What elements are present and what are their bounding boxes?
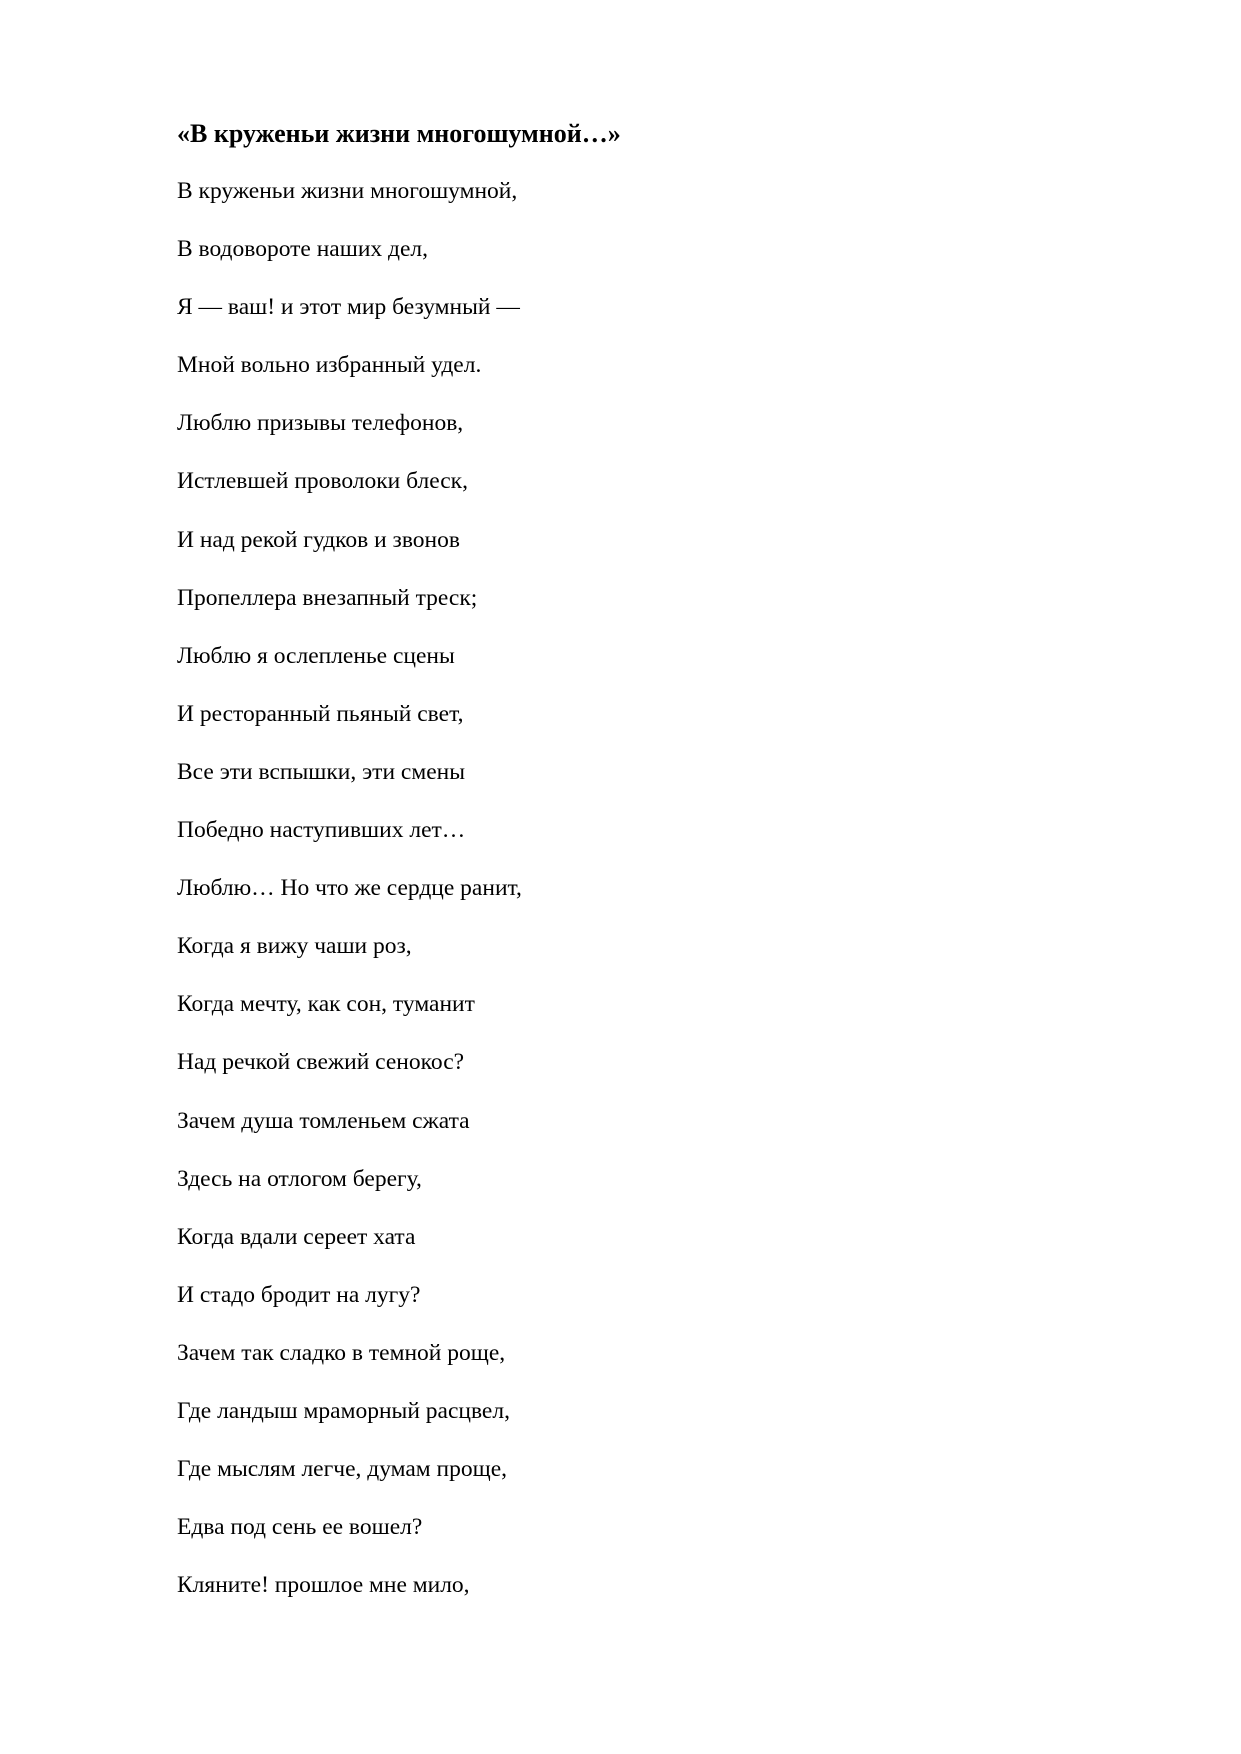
poem-lines xyxy=(177,176,522,1628)
poem-line: Когда я вижу чаши роз, xyxy=(177,933,412,960)
poem-line: Где мыслям легче, думам проще, xyxy=(177,1456,508,1483)
poem-line: И над рекой гудков и звонов xyxy=(177,526,460,553)
poem-line: Пропеллера внезапный треск; xyxy=(177,584,478,611)
poem-line: Едва под сень ее вошел? xyxy=(177,1514,423,1541)
poem-line: Зачем душа томленьем сжата xyxy=(177,1107,470,1134)
poem-line: Здесь на отлогом берегу, xyxy=(177,1165,422,1192)
poem-line: Я — ваш! и этот мир безумный — xyxy=(177,294,520,321)
poem-line: Победно наступивших лет… xyxy=(177,817,466,844)
poem-line: Люблю призывы телефонов, xyxy=(177,410,464,437)
poem-line: Когда вдали сереет хата xyxy=(177,1223,416,1250)
poem-line: В водовороте наших дел, xyxy=(177,236,429,263)
poem-line: В круженьи жизни многошумной, xyxy=(177,178,518,204)
poem-line: Мной вольно избранный удел. xyxy=(177,352,482,379)
poem-title: «В круженьи жизни многошумной…» xyxy=(177,119,621,148)
poem-line: Люблю я ослепленье сцены xyxy=(177,642,455,669)
poem-line: И стадо бродит на лугу? xyxy=(177,1281,421,1308)
poem-line: Над речкой свежий сенокос? xyxy=(177,1049,465,1076)
poem-line: Где ландыш мраморный расцвел, xyxy=(177,1397,510,1424)
poem-line: Люблю… Но что же сердце ранит, xyxy=(177,875,522,902)
poem-line: Зачем так сладко в темной роще, xyxy=(177,1339,506,1366)
poem-line: Истлевшей проволоки блеск, xyxy=(177,468,468,495)
poem-line: Когда мечту, как сон, туманит xyxy=(177,991,475,1018)
poem-line: И ресторанный пьяный свет, xyxy=(177,700,464,727)
poem-line: Все эти вспышки, эти смены xyxy=(177,758,466,785)
poem-line: Кляните! прошлое мне мило, xyxy=(177,1572,470,1599)
